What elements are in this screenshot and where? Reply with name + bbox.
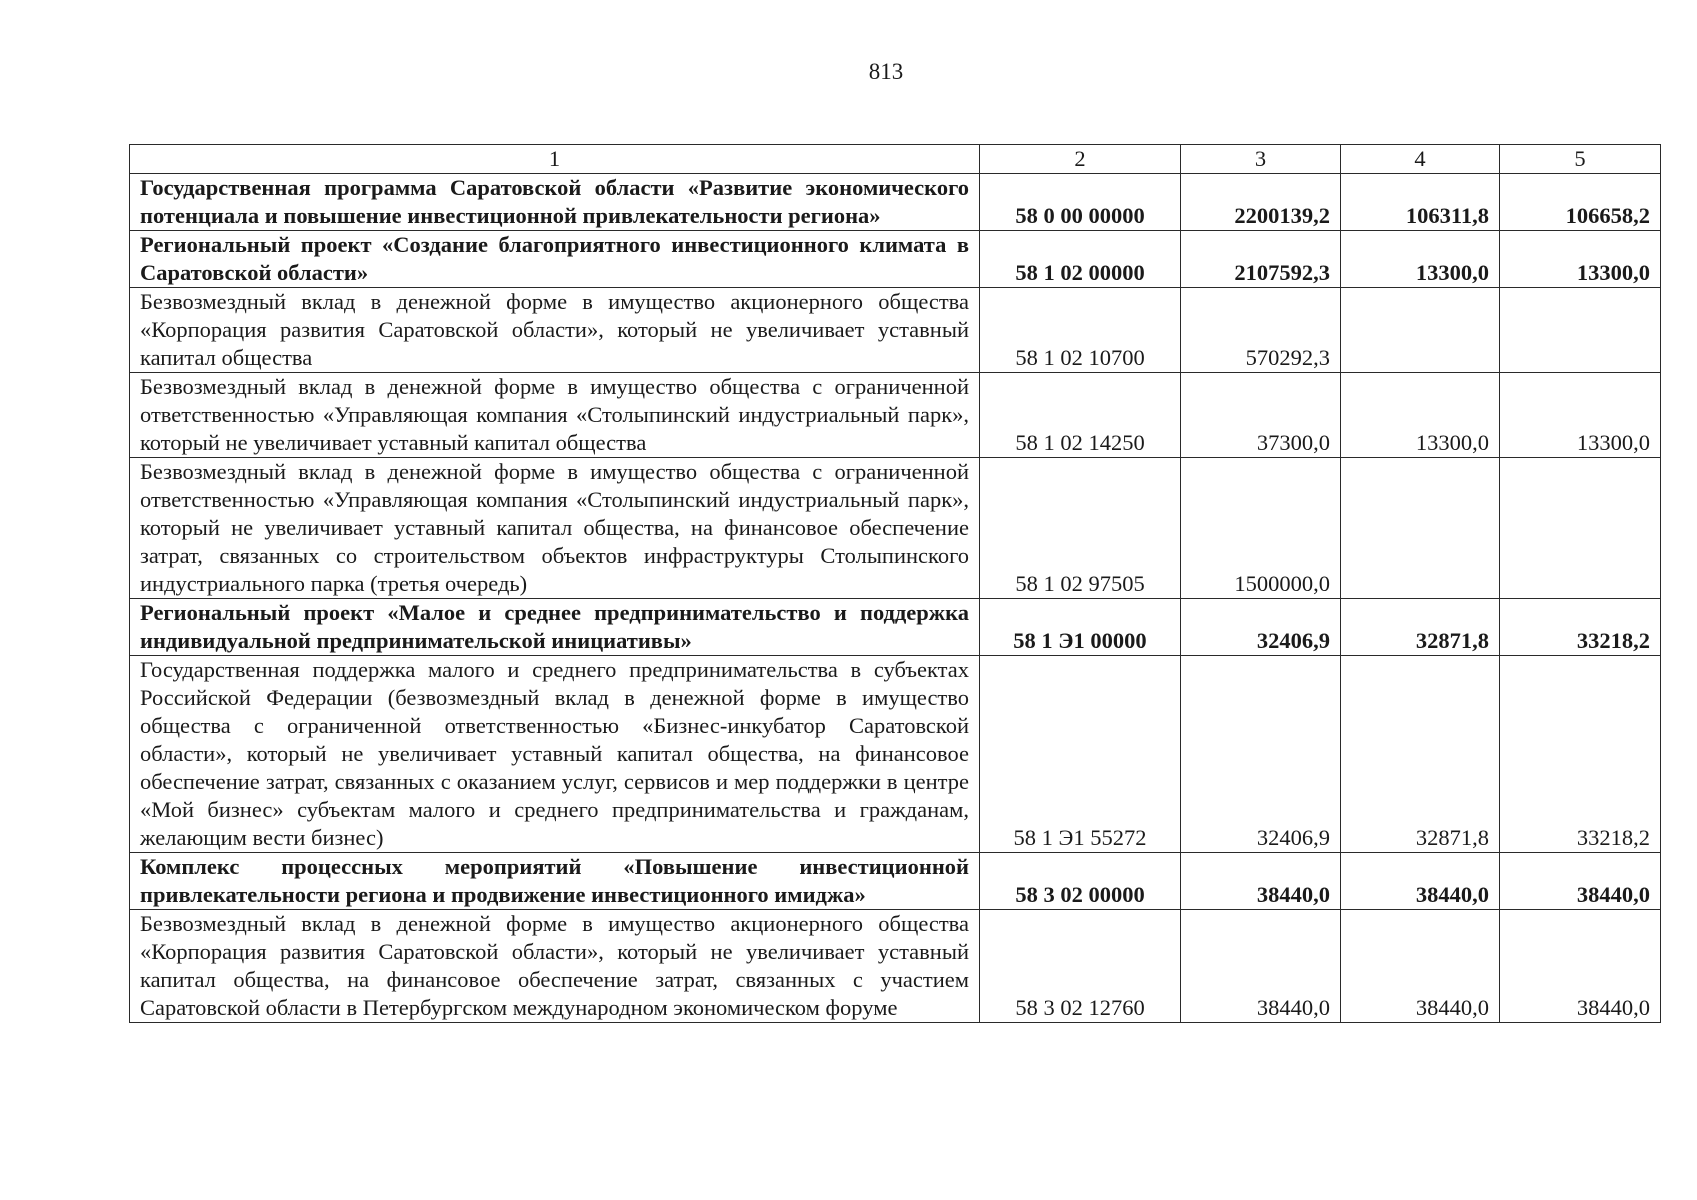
row-value-col3: 37300,0 (1181, 373, 1341, 458)
row-value-col5: 106658,2 (1500, 174, 1661, 231)
row-code: 58 0 00 00000 (980, 174, 1181, 231)
table-row (130, 910, 1661, 1023)
row-value-col5: 33218,2 (1500, 656, 1661, 853)
page-number: 813 (868, 59, 904, 84)
row-value-col4: 38440,0 (1341, 853, 1500, 910)
table-row (130, 656, 1661, 853)
row-name: Безвозмездный вклад в денежной форме в имущество общества с ограниченной ответственностью «Управляющая компания «Столыпинский индустриальный парк», который не увеличивает уставный капитал общества (130, 373, 980, 458)
row-value-col3: 32406,9 (1181, 656, 1341, 853)
row-value-col3: 38440,0 (1181, 910, 1341, 1023)
row-value-col4: 32871,8 (1341, 599, 1500, 656)
row-name: Комплекс процессных мероприятий «Повышение инвестиционной привлекательности региона и продвижение инвестиционного имиджа» (130, 853, 980, 910)
table-row-project (130, 599, 1661, 656)
table-row-program (130, 174, 1661, 231)
table-row (130, 373, 1661, 458)
row-value-col4: 13300,0 (1341, 231, 1500, 288)
row-value-col3: 1500000,0 (1181, 458, 1341, 599)
row-value-col4 (1341, 458, 1500, 599)
row-value-col3: 2200139,2 (1181, 174, 1341, 231)
column-header-4: 4 (1341, 145, 1500, 174)
row-value-col5 (1500, 288, 1661, 373)
row-code: 58 3 02 12760 (980, 910, 1181, 1023)
row-name: Безвозмездный вклад в денежной форме в имущество общества с ограниченной ответственностью «Управляющая компания «Столыпинский индустриальный парк», который не увеличивает уставный капитал общества, на финансовое обеспечение затрат, связанных со строительством объектов инфраструктуры Столыпинского индустриального парка (третья очередь) (130, 458, 980, 599)
row-code: 58 3 02 00000 (980, 853, 1181, 910)
row-name: Государственная программа Саратовской области «Развитие экономического потенциала и повышение инвестиционной привлекательности региона» (130, 174, 980, 231)
row-value-col4: 32871,8 (1341, 656, 1500, 853)
row-value-col3: 32406,9 (1181, 599, 1341, 656)
row-value-col3: 38440,0 (1181, 853, 1341, 910)
row-name: Безвозмездный вклад в денежной форме в имущество акционерного общества «Корпорация развития Саратовской области», который не увеличивает уставный капитал общества, на финансовое обеспечение затрат, связанных с участием Саратовской области в Петербургском международном экономическом форуме (130, 910, 980, 1023)
row-name: Государственная поддержка малого и среднего предпринимательства в субъектах Российской Федерации (безвозмездный вклад в денежной форме в имущество общества с ограниченной ответственностью «Бизнес-инкубатор Саратовской области», который не увеличивает уставный капитал общества, на финансовое обеспечение затрат, связанных с оказанием услуг, сервисов и мер поддержки в центре «Мой бизнес» субъектам малого и среднего предпринимательства и гражданам, желающим вести бизнес) (130, 656, 980, 853)
column-header-5: 5 (1500, 145, 1661, 174)
row-code: 58 1 02 14250 (980, 373, 1181, 458)
row-value-col5 (1500, 458, 1661, 599)
row-value-col3: 570292,3 (1181, 288, 1341, 373)
row-value-col5: 13300,0 (1500, 231, 1661, 288)
table-row (130, 288, 1661, 373)
row-code: 58 1 Э1 55272 (980, 656, 1181, 853)
row-value-col3: 2107592,3 (1181, 231, 1341, 288)
row-value-col4: 38440,0 (1341, 910, 1500, 1023)
row-value-col5: 38440,0 (1500, 910, 1661, 1023)
table-row-project (130, 231, 1661, 288)
column-header-2: 2 (980, 145, 1181, 174)
row-value-col5: 13300,0 (1500, 373, 1661, 458)
row-value-col4: 106311,8 (1341, 174, 1500, 231)
row-name: Безвозмездный вклад в денежной форме в имущество акционерного общества «Корпорация развития Саратовской области», который не увеличивает уставный капитал общества (130, 288, 980, 373)
row-code: 58 1 02 97505 (980, 458, 1181, 599)
budget-table (129, 144, 1661, 1023)
row-value-col4: 13300,0 (1341, 373, 1500, 458)
row-name: Региональный проект «Малое и среднее предпринимательство и поддержка индивидуальной предпринимательской инициативы» (130, 599, 980, 656)
row-value-col5: 38440,0 (1500, 853, 1661, 910)
row-name: Региональный проект «Создание благоприятного инвестиционного климата в Саратовской области» (130, 231, 980, 288)
row-code: 58 1 02 10700 (980, 288, 1181, 373)
column-header-1: 1 (130, 145, 980, 174)
table-header-row (130, 145, 1661, 174)
row-code: 58 1 Э1 00000 (980, 599, 1181, 656)
table-row-process-complex (130, 853, 1661, 910)
row-value-col4 (1341, 288, 1500, 373)
row-code: 58 1 02 00000 (980, 231, 1181, 288)
table-row (130, 458, 1661, 599)
column-header-3: 3 (1181, 145, 1341, 174)
row-value-col5: 33218,2 (1500, 599, 1661, 656)
